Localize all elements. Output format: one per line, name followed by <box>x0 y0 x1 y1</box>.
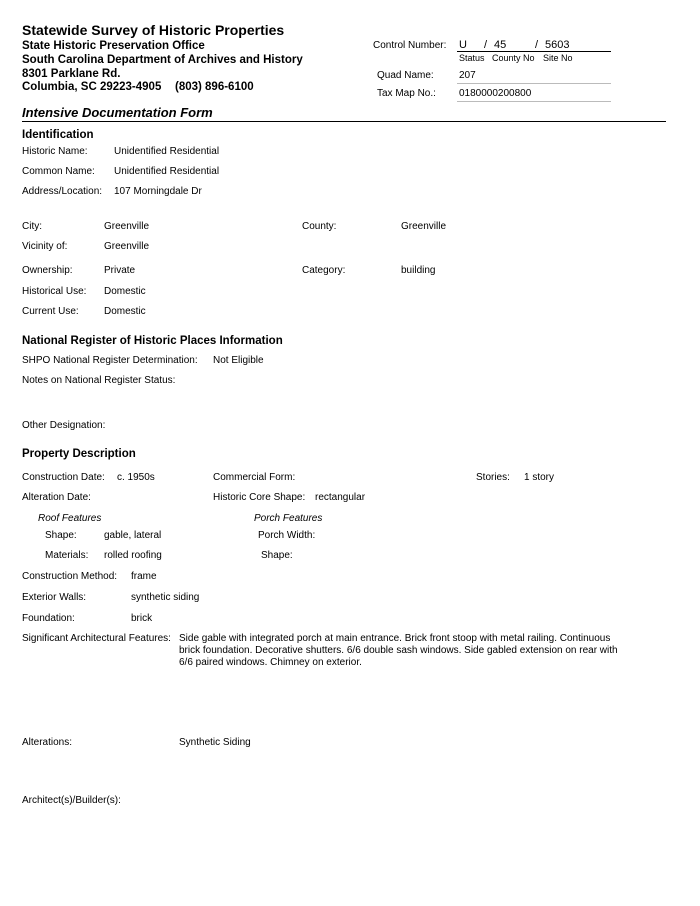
exterior-walls-value: synthetic siding <box>131 592 200 603</box>
control-status-value: U <box>459 39 467 51</box>
construction-method-value: frame <box>131 571 157 582</box>
county-no-caption: County No <box>492 53 535 63</box>
significant-features-value: Side gable with integrated porch at main entrance. Brick front stoop with metal railing. Continuous brick foundation. Decorative shutters. 6/6 double sash windows. Side gabled extension on rear with 6/6 paired windows. Chimney on exterior. <box>179 633 618 668</box>
alteration-date-label: Alteration Date: <box>22 492 91 503</box>
core-shape-label: Historic Core Shape: <box>213 492 306 503</box>
property-description-heading: Property Description <box>22 448 136 460</box>
quad-name-label: Quad Name: <box>377 70 434 81</box>
survey-title: Statewide Survey of Historic Properties <box>22 22 285 38</box>
historic-name-label: Historic Name: <box>22 146 88 157</box>
control-site-value: 5603 <box>545 39 570 51</box>
city-label: City: <box>22 221 42 232</box>
street-address: 8301 Parklane Rd. <box>22 68 121 80</box>
construction-date-value: c. 1950s <box>117 472 155 483</box>
porch-shape-label: Shape: <box>261 550 293 561</box>
control-county-value: 45 <box>494 39 507 51</box>
current-use-label: Current Use: <box>22 306 79 317</box>
commercial-form-label: Commercial Form: <box>213 472 296 483</box>
tax-map-value: 0180000200800 <box>459 88 532 99</box>
tax-map-label: Tax Map No.: <box>377 88 436 99</box>
phone-number: (803) 896-6100 <box>175 81 254 93</box>
quad-name-value: 207 <box>459 70 476 81</box>
alterations-value: Synthetic Siding <box>179 737 251 748</box>
porch-width-label: Porch Width: <box>258 530 316 541</box>
department-name: South Carolina Department of Archives and History <box>22 54 303 66</box>
foundation-label: Foundation: <box>22 613 75 624</box>
architect-builder-label: Architect(s)/Builder(s): <box>22 795 121 806</box>
roof-shape-label: Shape: <box>45 530 77 541</box>
ownership-value: Private <box>104 265 136 276</box>
other-designation-label: Other Designation: <box>22 420 106 431</box>
form-title-rule <box>22 121 666 122</box>
control-sep-2: / <box>535 39 539 51</box>
current-use-value: Domestic <box>104 306 146 317</box>
ownership-label: Ownership: <box>22 265 73 276</box>
national-register-heading: National Register of Historic Places Information <box>22 335 283 347</box>
address-label: Address/Location: <box>22 186 103 197</box>
common-name-value: Unidentified Residential <box>114 166 220 177</box>
roof-materials-value: rolled roofing <box>104 550 162 561</box>
stories-value: 1 story <box>524 472 555 483</box>
historical-use-value: Domestic <box>104 286 146 297</box>
office-name: State Historic Preservation Office <box>22 40 205 52</box>
alterations-label: Alterations: <box>22 737 73 748</box>
control-number-label: Control Number: <box>373 40 447 51</box>
vicinity-label: Vicinity of: <box>22 241 68 252</box>
stories-label: Stories: <box>476 472 510 483</box>
common-name-label: Common Name: <box>22 166 95 177</box>
status-caption: Status <box>459 53 485 63</box>
core-shape-value: rectangular <box>315 492 366 503</box>
identification-heading: Identification <box>22 129 94 141</box>
shpo-determination-label: SHPO National Register Determination: <box>22 355 198 366</box>
roof-features-heading: Roof Features <box>38 513 102 524</box>
roof-materials-label: Materials: <box>45 550 89 561</box>
category-label: Category: <box>302 265 346 276</box>
shpo-determination-value: Not Eligible <box>213 355 264 366</box>
form-title: Intensive Documentation Form <box>22 105 213 120</box>
city-zip: Columbia, SC 29223-4905 <box>22 81 162 93</box>
county-label: County: <box>302 221 337 232</box>
porch-features-heading: Porch Features <box>254 513 323 524</box>
site-no-caption: Site No <box>543 53 573 63</box>
quad-underline <box>457 83 611 84</box>
category-value: building <box>401 265 436 276</box>
tax-map-underline <box>457 101 611 102</box>
address-value: 107 Morningdale Dr <box>114 186 202 197</box>
exterior-walls-label: Exterior Walls: <box>22 592 87 603</box>
historic-name-value: Unidentified Residential <box>114 146 220 157</box>
control-number-underline <box>457 51 611 52</box>
construction-date-label: Construction Date: <box>22 472 105 483</box>
significant-features-label: Significant Architectural Features: <box>22 633 171 644</box>
nr-notes-label: Notes on National Register Status: <box>22 375 176 386</box>
construction-method-label: Construction Method: <box>22 571 118 582</box>
historical-use-label: Historical Use: <box>22 286 87 297</box>
foundation-value: brick <box>131 613 153 624</box>
county-value: Greenville <box>401 221 447 232</box>
roof-shape-value: gable, lateral <box>104 530 162 541</box>
city-value: Greenville <box>104 221 150 232</box>
control-sep-1: / <box>484 39 488 51</box>
vicinity-value: Greenville <box>104 241 150 252</box>
